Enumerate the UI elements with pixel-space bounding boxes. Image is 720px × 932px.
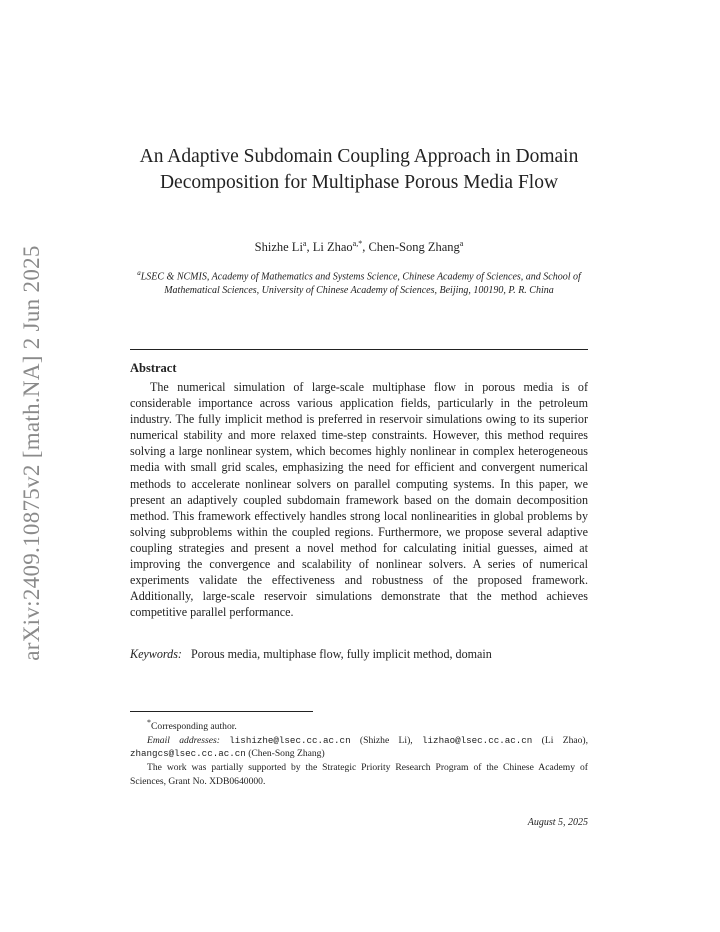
author-list: Shizhe Li$^a$, Li Zhao$^{a,*}$, Chen-Song Zhang$^a$ [254,239,464,255]
preprint-date: August 5, 2025 [527,817,588,828]
paper-title: An Adaptive Subdomain Coupling Approach in Domain Decomposition for Multiphase Porous Media Flow [139,146,579,193]
author-mark: a,* [352,239,363,248]
affiliation [136,266,582,298]
email-owner: (Chen-Song Zhang) [248,748,325,760]
footnote-mark: * [147,718,151,727]
email-owner: (Li Zhao), [541,734,589,746]
abstract-body [130,379,588,620]
corresponding-author-text: Corresponding author. [151,721,237,733]
email-link[interactable]: zhangcs@lsec.cc.ac.cn [130,748,246,760]
email-link[interactable]: lishizhe@lsec.cc.ac.cn [229,734,351,746]
abstract-text: The numerical simulation of large-scale multiphase flow in porous media is of considerable importance across various application fields, particularly in the petroleum industry. The fully implicit method is preferred in reservoir simulations owing to its superior numerical stability and more relaxed time-step constraints. However, this method requires solving a large nonlinear system, which becomes highly nonlinear in complex heterogeneous media with small grid scales, emphasizing the need for efficient and convergent numerical methods to accelerate nonlinear solvers on parallel computing systems. In this paper, we present an adaptively coupled subdomain framework based on the domain decomposition method. This framework effectively handles strong local nonlinearities in global problems by solving subproblems within the coupled regions. Furthermore, we propose several adaptive coupling strategies and present a novel method for calculating initial guesses, aimed at improving the convergence and scalability of nonlinear solvers. A series of numerical experiments validate the effectiveness and robustness of the proposed framework. Additionally, large-scale reservoir simulations demonstrate that the method achieves competitive parallel performance. [130,380,588,620]
funding-note: The work was partially supported by the Strategic Priority Research Program of the Chinese Academy of Sciences, Grant No. XDB0640000. [130,761,588,787]
arxiv-identifier: arXiv:2409.10875v2 [math.NA] 2 Jun 2025 [19,245,44,661]
footnotes [130,716,588,788]
keywords-text: Porous media, multiphase flow, fully implicit method, domain [190,647,492,661]
email-owner: (Shizhe Li), [359,734,413,746]
footnote-rule [130,711,313,712]
keywords-label: Keywords: [130,647,182,661]
affiliation-mark: a [137,269,141,277]
author-mark: a [459,239,464,248]
email-note [130,734,588,761]
email-label: Email addresses: [147,734,220,746]
affiliation-text: LSEC & NCMIS, Academy of Mathematics and Systems Science, Chinese Academy of Sciences, and School of Mathematical Sciences, University of Chinese Academy of Sciences, Beijing, 100190, P. R. China [140,271,581,297]
top-rule [130,349,588,350]
email-link[interactable]: lizhao@lsec.cc.ac.cn [422,734,533,746]
abstract-heading: Abstract [130,361,177,375]
author-name: Chen-Song Zhang [368,240,460,255]
author-name: Li Zhao [312,240,353,255]
author-mark: a [302,239,307,248]
keywords [130,647,588,662]
author-name: Shizhe Li [254,240,303,255]
corresponding-author-note [130,716,588,734]
